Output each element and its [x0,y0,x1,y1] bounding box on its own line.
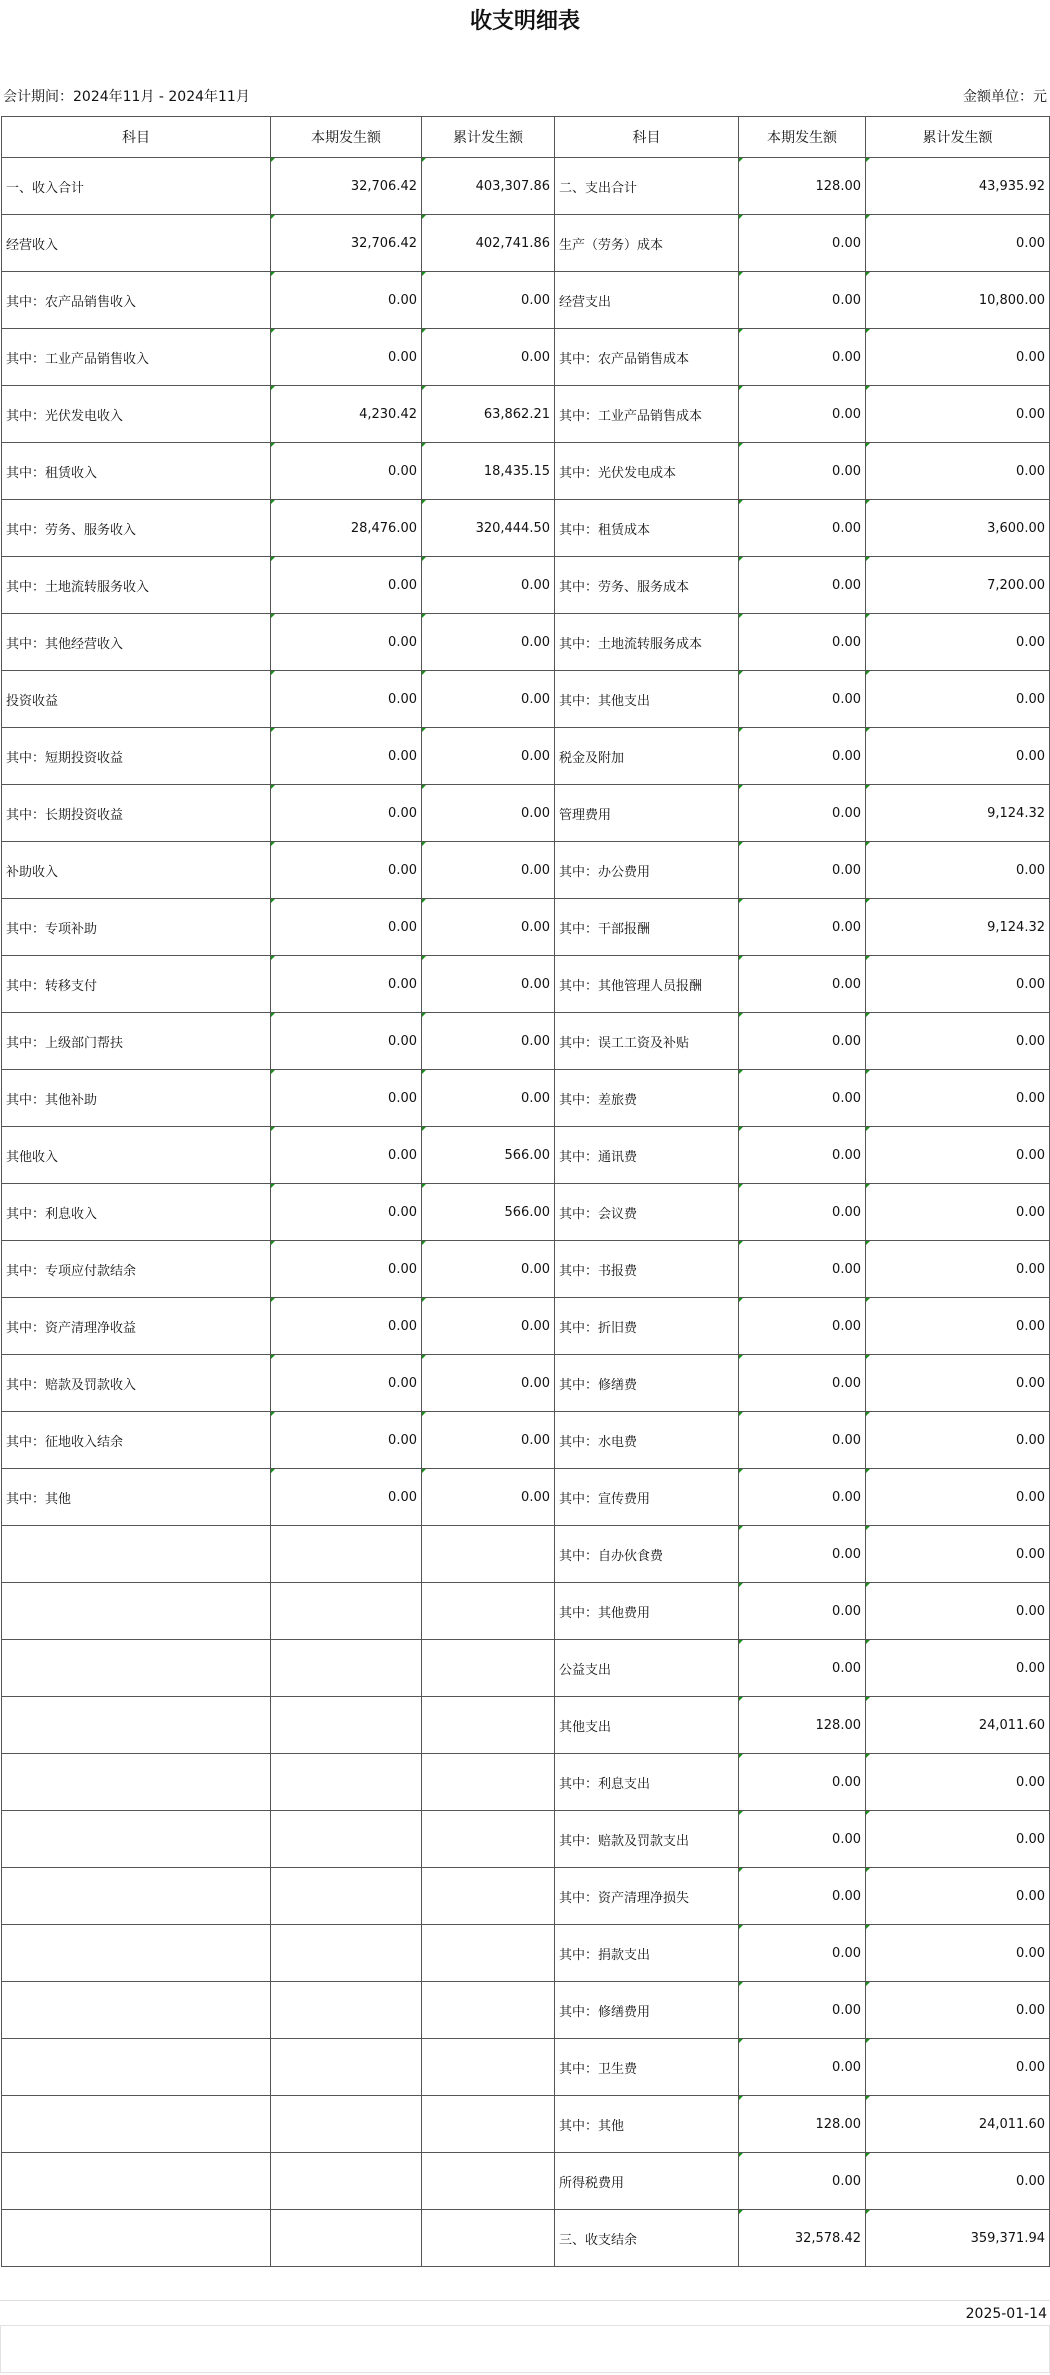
expense-item-cell: 其中：修缮费用 [555,1982,739,2039]
expense-cumulative-amount: 43,935.92 [866,158,1050,215]
expense-current-amount: 128.00 [739,1697,866,1754]
expense-item-cell: 二、支出合计 [555,158,739,215]
table-row [2,1640,1050,1697]
table-row [2,443,1050,500]
expense-cumulative-amount: 0.00 [866,1070,1050,1127]
expense-cumulative-amount: 0.00 [866,1925,1050,1982]
expense-item-cell: 其中：赔款及罚款支出 [555,1811,739,1868]
table-row [2,1298,1050,1355]
income-cumulative-amount [422,2039,555,2096]
income-item-cell [2,1640,271,1697]
income-item-cell: 补助收入 [2,842,271,899]
expense-current-amount: 128.00 [739,2096,866,2153]
expense-item-cell: 其中：水电费 [555,1412,739,1469]
expense-item-cell: 三、收支结余 [555,2210,739,2267]
income-cumulative-amount: 63,862.21 [422,386,555,443]
income-current-amount: 0.00 [271,1241,422,1298]
table-row [2,1583,1050,1640]
income-current-amount: 4,230.42 [271,386,422,443]
income-current-amount: 0.00 [271,671,422,728]
income-current-amount: 0.00 [271,1070,422,1127]
expense-cumulative-amount: 0.00 [866,386,1050,443]
column-header: 本期发生额 [739,117,866,158]
income-item-cell [2,1697,271,1754]
table-row [2,728,1050,785]
expense-item-cell: 生产（劳务）成本 [555,215,739,272]
income-cumulative-amount: 0.00 [422,614,555,671]
accounting-period: 会计期间：2024年11月 - 2024年11月 [3,89,250,105]
income-item-cell: 其中：赔款及罚款收入 [2,1355,271,1412]
income-cumulative-amount: 0.00 [422,1241,555,1298]
expense-item-cell: 其中：租赁成本 [555,500,739,557]
report-title: 收支明细表 [469,8,580,34]
expense-item-cell: 其他支出 [555,1697,739,1754]
income-cumulative-amount: 0.00 [422,956,555,1013]
expense-cumulative-amount: 0.00 [866,671,1050,728]
table-row [2,1469,1050,1526]
expense-item-cell: 其中：误工工资及补贴 [555,1013,739,1070]
expense-current-amount: 0.00 [739,557,866,614]
table-row [2,2039,1050,2096]
expense-current-amount: 32,578.42 [739,2210,866,2267]
table-row [2,272,1050,329]
income-current-amount: 32,706.42 [271,215,422,272]
expense-current-amount: 0.00 [739,956,866,1013]
expense-cumulative-amount: 0.00 [866,1241,1050,1298]
income-cumulative-amount: 566.00 [422,1184,555,1241]
income-current-amount: 0.00 [271,557,422,614]
income-cumulative-amount: 0.00 [422,671,555,728]
income-cumulative-amount: 566.00 [422,1127,555,1184]
income-current-amount: 0.00 [271,443,422,500]
income-current-amount: 32,706.42 [271,158,422,215]
expense-item-cell: 其中：其他支出 [555,671,739,728]
expense-cumulative-amount: 3,600.00 [866,500,1050,557]
expense-item-cell: 其中：通讯费 [555,1127,739,1184]
expense-current-amount: 0.00 [739,1013,866,1070]
income-cumulative-amount: 0.00 [422,899,555,956]
income-current-amount: 0.00 [271,956,422,1013]
table-row [2,500,1050,557]
table-row [2,1811,1050,1868]
income-item-cell [2,2210,271,2267]
income-item-cell: 其中：工业产品销售收入 [2,329,271,386]
table-row [2,1127,1050,1184]
expense-current-amount: 0.00 [739,1982,866,2039]
income-item-cell: 其中：利息收入 [2,1184,271,1241]
income-current-amount [271,2039,422,2096]
expense-item-cell: 其中：办公费用 [555,842,739,899]
income-current-amount: 0.00 [271,1412,422,1469]
income-cumulative-amount: 0.00 [422,1469,555,1526]
income-item-cell [2,2153,271,2210]
income-item-cell [2,1811,271,1868]
expense-item-cell: 其中：土地流转服务成本 [555,614,739,671]
income-item-cell: 其中：短期投资收益 [2,728,271,785]
expense-cumulative-amount: 0.00 [866,1583,1050,1640]
income-current-amount: 0.00 [271,1013,422,1070]
income-cumulative-amount [422,1811,555,1868]
income-cumulative-amount [422,1583,555,1640]
income-cumulative-amount: 0.00 [422,785,555,842]
income-current-amount: 0.00 [271,1184,422,1241]
expense-item-cell: 其中：修缮费 [555,1355,739,1412]
income-cumulative-amount [422,1925,555,1982]
table-row [2,1982,1050,2039]
expense-current-amount: 0.00 [739,1925,866,1982]
income-current-amount: 0.00 [271,899,422,956]
expense-current-amount: 0.00 [739,785,866,842]
expense-cumulative-amount: 0.00 [866,2153,1050,2210]
expense-item-cell: 其中：自办伙食费 [555,1526,739,1583]
expense-cumulative-amount: 0.00 [866,1868,1050,1925]
table-row [2,785,1050,842]
expense-item-cell: 经营支出 [555,272,739,329]
expense-cumulative-amount: 0.00 [866,1754,1050,1811]
expense-item-cell: 其中：资产清理净损失 [555,1868,739,1925]
table-row [2,1697,1050,1754]
expense-cumulative-amount: 0.00 [866,1013,1050,1070]
income-item-cell: 其中：资产清理净收益 [2,1298,271,1355]
income-item-cell: 其中：其他经营收入 [2,614,271,671]
income-item-cell [2,1754,271,1811]
expense-cumulative-amount: 0.00 [866,443,1050,500]
income-cumulative-amount: 0.00 [422,329,555,386]
expense-item-cell: 其中：其他管理人员报酬 [555,956,739,1013]
expense-item-cell: 其中：其他费用 [555,1583,739,1640]
income-cumulative-amount [422,2210,555,2267]
expense-item-cell: 其中：会议费 [555,1184,739,1241]
expense-cumulative-amount: 0.00 [866,1640,1050,1697]
expense-item-cell: 其中：劳务、服务成本 [555,557,739,614]
income-item-cell: 投资收益 [2,671,271,728]
expense-current-amount: 0.00 [739,1640,866,1697]
income-cumulative-amount: 0.00 [422,1013,555,1070]
expense-cumulative-amount: 0.00 [866,215,1050,272]
expense-current-amount: 128.00 [739,158,866,215]
expense-item-cell: 其中：宣传费用 [555,1469,739,1526]
expense-cumulative-amount: 0.00 [866,1982,1050,2039]
income-current-amount [271,1640,422,1697]
expense-current-amount: 0.00 [739,1070,866,1127]
income-cumulative-amount: 0.00 [422,1355,555,1412]
expense-current-amount: 0.00 [739,728,866,785]
expense-cumulative-amount: 9,124.32 [866,899,1050,956]
table-row [2,671,1050,728]
income-cumulative-amount [422,1982,555,2039]
expense-current-amount: 0.00 [739,2039,866,2096]
expense-cumulative-amount: 9,124.32 [866,785,1050,842]
table-row [2,1868,1050,1925]
expense-cumulative-amount: 0.00 [866,1127,1050,1184]
table-row [2,386,1050,443]
expense-current-amount: 0.00 [739,2153,866,2210]
expense-current-amount: 0.00 [739,1583,866,1640]
income-cumulative-amount: 0.00 [422,557,555,614]
income-item-cell [2,2039,271,2096]
expense-current-amount: 0.00 [739,899,866,956]
income-current-amount [271,2153,422,2210]
table-row [2,557,1050,614]
income-current-amount: 0.00 [271,785,422,842]
expense-current-amount: 0.00 [739,1811,866,1868]
expense-cumulative-amount: 0.00 [866,1184,1050,1241]
income-item-cell: 其中：租赁收入 [2,443,271,500]
income-cumulative-amount [422,1526,555,1583]
expense-cumulative-amount: 0.00 [866,1412,1050,1469]
expense-cumulative-amount: 10,800.00 [866,272,1050,329]
column-header: 科目 [555,117,739,158]
expense-current-amount: 0.00 [739,272,866,329]
expense-item-cell: 公益支出 [555,1640,739,1697]
table-row [2,158,1050,215]
expense-cumulative-amount: 7,200.00 [866,557,1050,614]
table-row [2,1013,1050,1070]
income-item-cell [2,1868,271,1925]
income-current-amount [271,1868,422,1925]
expense-item-cell: 其中：利息支出 [555,1754,739,1811]
income-cumulative-amount: 0.00 [422,1412,555,1469]
income-item-cell: 其中：专项补助 [2,899,271,956]
expense-cumulative-amount: 0.00 [866,842,1050,899]
income-item-cell: 其他收入 [2,1127,271,1184]
income-current-amount [271,1583,422,1640]
footer-area [0,2325,1050,2373]
expense-cumulative-amount: 0.00 [866,1469,1050,1526]
income-item-cell [2,1982,271,2039]
footer-divider [0,2300,1050,2301]
column-header: 累计发生额 [866,117,1050,158]
income-cumulative-amount [422,1868,555,1925]
expense-item-cell: 其中：书报费 [555,1241,739,1298]
expense-cumulative-amount: 0.00 [866,1298,1050,1355]
table-row [2,1070,1050,1127]
column-header: 本期发生额 [271,117,422,158]
income-item-cell: 其中：长期投资收益 [2,785,271,842]
expense-item-cell: 其中：其他 [555,2096,739,2153]
report-date: 2025-01-14 [965,2306,1047,2322]
income-current-amount: 0.00 [271,329,422,386]
income-cumulative-amount: 0.00 [422,1070,555,1127]
table-row [2,2153,1050,2210]
expense-current-amount: 0.00 [739,1469,866,1526]
table-row [2,956,1050,1013]
income-current-amount: 28,476.00 [271,500,422,557]
expense-cumulative-amount: 0.00 [866,1355,1050,1412]
income-cumulative-amount: 403,307.86 [422,158,555,215]
currency-unit: 金额单位：元 [963,89,1047,105]
expense-item-cell: 管理费用 [555,785,739,842]
income-cumulative-amount [422,2096,555,2153]
expense-current-amount: 0.00 [739,1241,866,1298]
expense-current-amount: 0.00 [739,1355,866,1412]
table-row [2,842,1050,899]
income-item-cell [2,1583,271,1640]
expense-current-amount: 0.00 [739,842,866,899]
table-row [2,1355,1050,1412]
expense-current-amount: 0.00 [739,614,866,671]
income-item-cell: 其中：专项应付款结余 [2,1241,271,1298]
table-row [2,2210,1050,2267]
expense-item-cell: 其中：农产品销售成本 [555,329,739,386]
income-current-amount: 0.00 [271,728,422,785]
income-current-amount: 0.00 [271,1469,422,1526]
income-item-cell: 其中：土地流转服务收入 [2,557,271,614]
expense-current-amount: 0.00 [739,500,866,557]
table-row [2,614,1050,671]
income-current-amount [271,1811,422,1868]
income-current-amount: 0.00 [271,614,422,671]
expense-current-amount: 0.00 [739,671,866,728]
expense-item-cell: 其中：光伏发电成本 [555,443,739,500]
income-item-cell: 其中：其他 [2,1469,271,1526]
expense-current-amount: 0.00 [739,1526,866,1583]
expense-cumulative-amount: 0.00 [866,2039,1050,2096]
income-item-cell: 经营收入 [2,215,271,272]
expense-item-cell: 其中：工业产品销售成本 [555,386,739,443]
table-row [2,1526,1050,1583]
income-item-cell: 其中：劳务、服务收入 [2,500,271,557]
income-cumulative-amount: 0.00 [422,1298,555,1355]
expense-cumulative-amount: 0.00 [866,1526,1050,1583]
income-item-cell [2,1526,271,1583]
expense-cumulative-amount: 0.00 [866,728,1050,785]
income-cumulative-amount: 0.00 [422,842,555,899]
income-current-amount: 0.00 [271,272,422,329]
table-row [2,1925,1050,1982]
income-cumulative-amount: 0.00 [422,272,555,329]
table-row [2,2096,1050,2153]
expense-current-amount: 0.00 [739,1412,866,1469]
income-current-amount [271,1697,422,1754]
income-item-cell: 其中：光伏发电收入 [2,386,271,443]
income-current-amount [271,1925,422,1982]
income-item-cell: 其中：上级部门帮扶 [2,1013,271,1070]
income-current-amount: 0.00 [271,1298,422,1355]
table-row [2,1754,1050,1811]
income-item-cell [2,2096,271,2153]
table-row [2,1241,1050,1298]
income-expense-table [1,116,1050,2267]
income-current-amount: 0.00 [271,1127,422,1184]
income-cumulative-amount: 18,435.15 [422,443,555,500]
table-header-row [2,117,1050,158]
income-item-cell: 其中：农产品销售收入 [2,272,271,329]
expense-item-cell: 其中：折旧费 [555,1298,739,1355]
expense-cumulative-amount: 0.00 [866,614,1050,671]
income-item-cell [2,1925,271,1982]
income-current-amount [271,2096,422,2153]
expense-cumulative-amount: 0.00 [866,956,1050,1013]
table-row [2,1412,1050,1469]
expense-current-amount: 0.00 [739,1754,866,1811]
expense-item-cell: 其中：干部报酬 [555,899,739,956]
table-row [2,329,1050,386]
table-row [2,899,1050,956]
income-current-amount [271,1526,422,1583]
table-row [2,215,1050,272]
income-cumulative-amount: 402,741.86 [422,215,555,272]
expense-item-cell: 其中：捐款支出 [555,1925,739,1982]
expense-current-amount: 0.00 [739,329,866,386]
expense-cumulative-amount: 24,011.60 [866,2096,1050,2153]
expense-current-amount: 0.00 [739,215,866,272]
income-item-cell: 一、收入合计 [2,158,271,215]
expense-cumulative-amount: 0.00 [866,329,1050,386]
income-cumulative-amount [422,2153,555,2210]
income-current-amount [271,1982,422,2039]
income-cumulative-amount [422,1640,555,1697]
income-current-amount: 0.00 [271,842,422,899]
expense-item-cell: 所得税费用 [555,2153,739,2210]
expense-item-cell: 其中：卫生费 [555,2039,739,2096]
expense-item-cell: 税金及附加 [555,728,739,785]
expense-item-cell: 其中：差旅费 [555,1070,739,1127]
income-item-cell: 其中：征地收入结余 [2,1412,271,1469]
expense-current-amount: 0.00 [739,1298,866,1355]
income-current-amount [271,2210,422,2267]
table-row [2,1184,1050,1241]
column-header: 累计发生额 [422,117,555,158]
expense-current-amount: 0.00 [739,1868,866,1925]
income-cumulative-amount: 320,444.50 [422,500,555,557]
income-current-amount: 0.00 [271,1355,422,1412]
expense-cumulative-amount: 24,011.60 [866,1697,1050,1754]
income-cumulative-amount: 0.00 [422,728,555,785]
expense-cumulative-amount: 359,371.94 [866,2210,1050,2267]
column-header: 科目 [2,117,271,158]
income-current-amount [271,1754,422,1811]
expense-cumulative-amount: 0.00 [866,1811,1050,1868]
expense-current-amount: 0.00 [739,1184,866,1241]
income-item-cell: 其中：转移支付 [2,956,271,1013]
income-cumulative-amount [422,1754,555,1811]
expense-current-amount: 0.00 [739,443,866,500]
income-item-cell: 其中：其他补助 [2,1070,271,1127]
expense-current-amount: 0.00 [739,386,866,443]
expense-current-amount: 0.00 [739,1127,866,1184]
income-cumulative-amount [422,1697,555,1754]
